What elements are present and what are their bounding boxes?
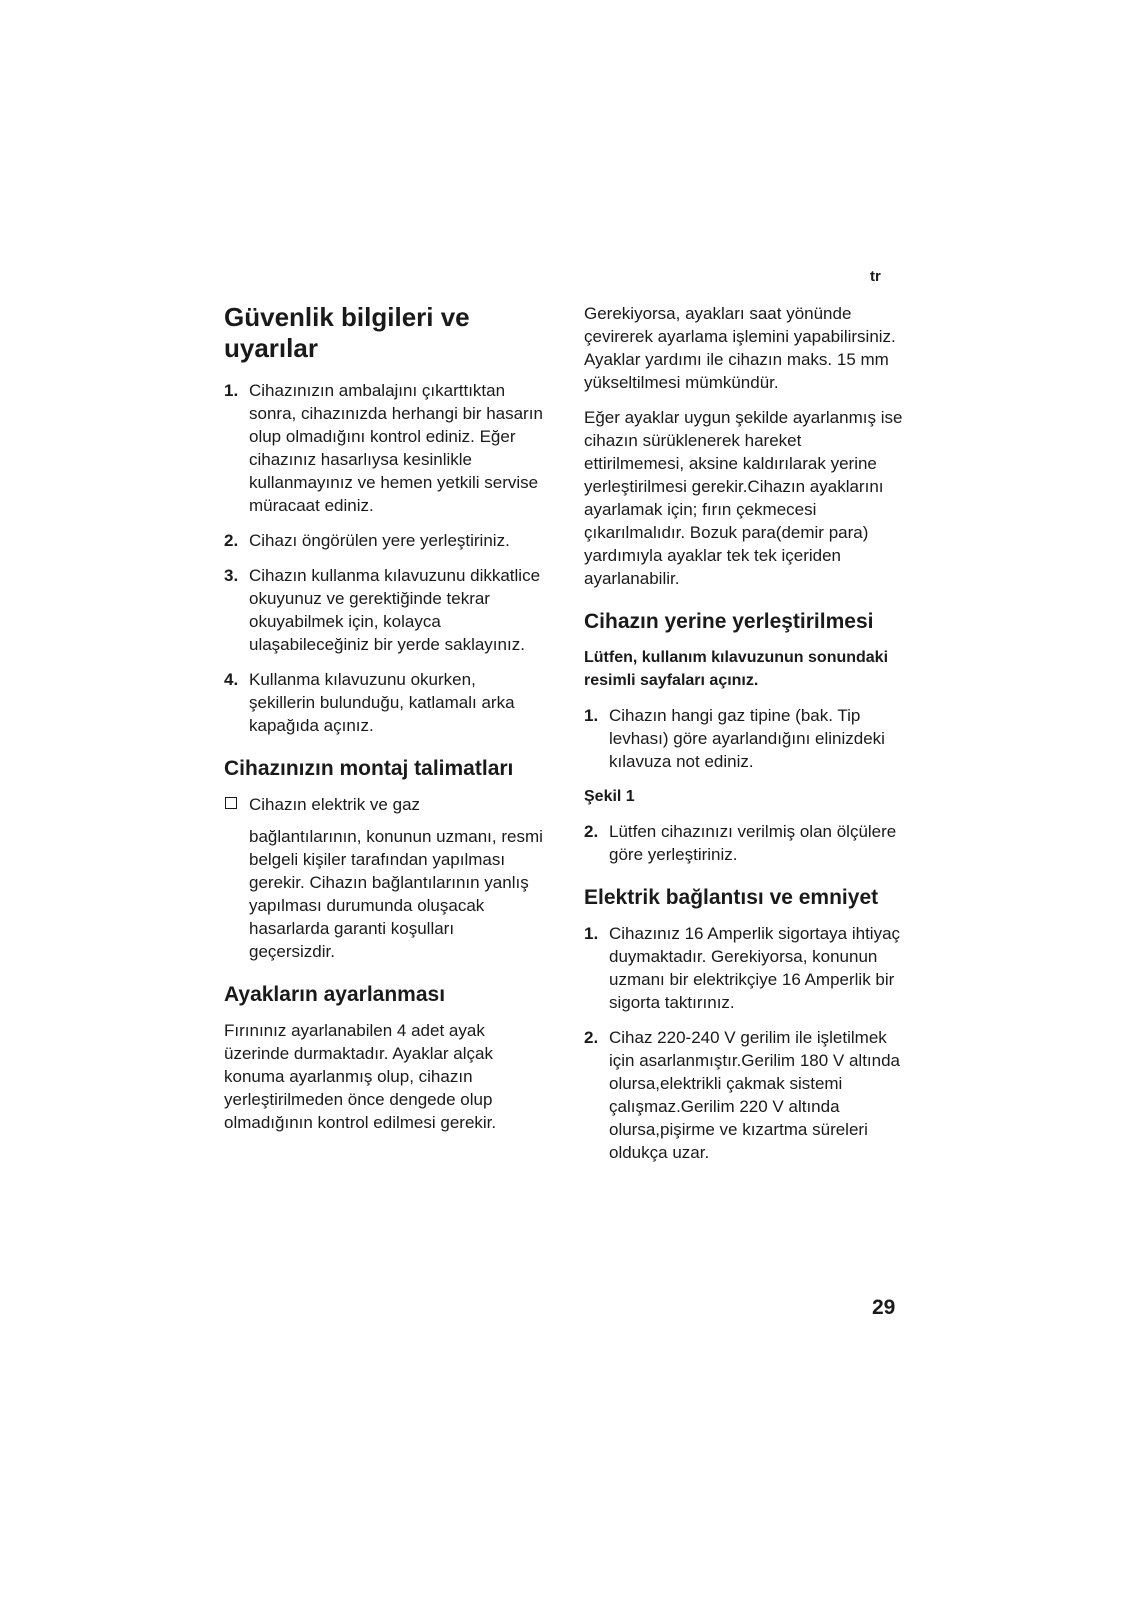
feet-heading: Ayakların ayarlanması (224, 983, 446, 1006)
safety-list (224, 379, 544, 737)
item-number: 3. (224, 566, 239, 585)
list-item (224, 668, 544, 737)
checkbox-square-icon (225, 797, 237, 809)
electric-heading: Elektrik bağlantısı ve emniyet (584, 886, 879, 909)
electric-list (584, 922, 904, 1164)
list-item (224, 379, 544, 517)
item-text: Lütfen cihazınızı verilmiş olan ölçülere göre yerleştiriniz. (609, 822, 897, 864)
item-text: Cihazınızın ambalajını çıkarttıktan sonra, cihazınızda herhangi bir hasarın olup olmadığını kontrol ediniz. Eğer cihazınız hasarlıysa kesinlikle kullanmayınız ve hemen yetkili servise müracaat ediniz. (249, 381, 543, 515)
item-number: 2. (584, 822, 599, 841)
item-text: Cihazın kullanma kılavuzunu dikkatlice okuyunuz ve gerektiğinde tekrar okuyabilmek için, kolayca ulaşabileceğiniz bir yerde saklayınız. (249, 566, 541, 654)
item-number: 4. (224, 670, 239, 689)
item-text: Cihazınız 16 Amperlik sigortaya ihtiyaç duymaktadır. Gerekiyorsa, konunun uzmanı bir elektrikçiye 16 Amperlik bir sigorta taktırınız. (609, 924, 901, 1012)
list-item (584, 922, 904, 1014)
list-item (584, 704, 904, 773)
checklist-text: bağlantılarının, konunun uzmanı, resmi belgeli kişiler tarafından yapılması gerekir. Cihazın bağlantılarının yanlış yapılması durumunda oluşacak hasarlarda garanti koşulları geçersizdir. (249, 827, 543, 961)
figure-reference: Şekil 1 (584, 788, 635, 805)
item-text: Cihazı öngörülen yere yerleştiriniz. (249, 531, 510, 550)
item-number: 1. (584, 924, 599, 943)
placement-heading: Cihazın yerine yerleştirilmesi (584, 610, 874, 633)
montage-heading: Cihazınızın montaj talimatları (224, 757, 514, 780)
left-column (224, 302, 544, 1146)
right-column (584, 302, 904, 1176)
montage-checklist-item (224, 793, 544, 963)
placement-instruction: Lütfen, kullanım kılavuzunun sonundaki resimli sayfaları açınız. (584, 649, 889, 689)
list-item (584, 820, 904, 866)
item-text: Kullanma kılavuzunu okurken, şekillerin bulunduğu, katlamalı arka kapağıda açınız. (249, 670, 515, 735)
feet-paragraph-3: Eğer ayaklar uygun şekilde ayarlanmış ise cihazın sürüklenerek hareket ettirilmemesi, aksine kaldırılarak yerine yerleştirilmesi gerekir.Cihazın ayaklarını ayarlamak için; fırın çekmecesi çıkarılmalıdır. Bozuk para(demir para) yardımıyla ayaklar tek tek içeriden ayarlanabilir. (584, 408, 903, 588)
list-item (224, 564, 544, 656)
feet-paragraph: Fırınınız ayarlanabilen 4 adet ayak üzerinde durmaktadır. Ayaklar alçak konuma ayarlanmış olup, cihazın yerleştirilmeden önce dengede olup olmadığının kontrol edilmesi gerekir. (224, 1021, 497, 1132)
item-number: 2. (584, 1028, 599, 1047)
language-code: tr (870, 268, 881, 285)
item-number: 1. (584, 706, 599, 725)
item-number: 2. (224, 531, 239, 550)
list-item (584, 1026, 904, 1164)
item-text: Cihazın hangi gaz tipine (bak. Tip levhası) göre ayarlandığını elinizdeki kılavuza not ediniz. (609, 706, 885, 771)
feet-paragraph-2: Gerekiyorsa, ayakları saat yönünde çevirerek ayarlama işlemini yapabilirsiniz. Ayaklar yardımı ile cihazın maks. 15 mm yükseltilmesi mümkündür. (584, 304, 896, 392)
item-number: 1. (224, 381, 239, 400)
checklist-text-line1: Cihazın elektrik ve gaz (249, 795, 421, 814)
placement-list (584, 704, 904, 773)
item-text: Cihaz 220-240 V gerilim ile işletilmek için asarlanmıştır.Gerilim 180 V altında olursa,elektrikli çakmak sistemi çalışmaz.Gerilim 220 V altında olursa,pişirme ve kızartma süreleri oldukça uzar. (609, 1028, 901, 1162)
placement-list-continued (584, 820, 904, 866)
list-item (224, 529, 544, 552)
page-title: Güvenlik bilgileri ve uyarılar (224, 302, 470, 363)
page-number: 29 (872, 1296, 896, 1319)
